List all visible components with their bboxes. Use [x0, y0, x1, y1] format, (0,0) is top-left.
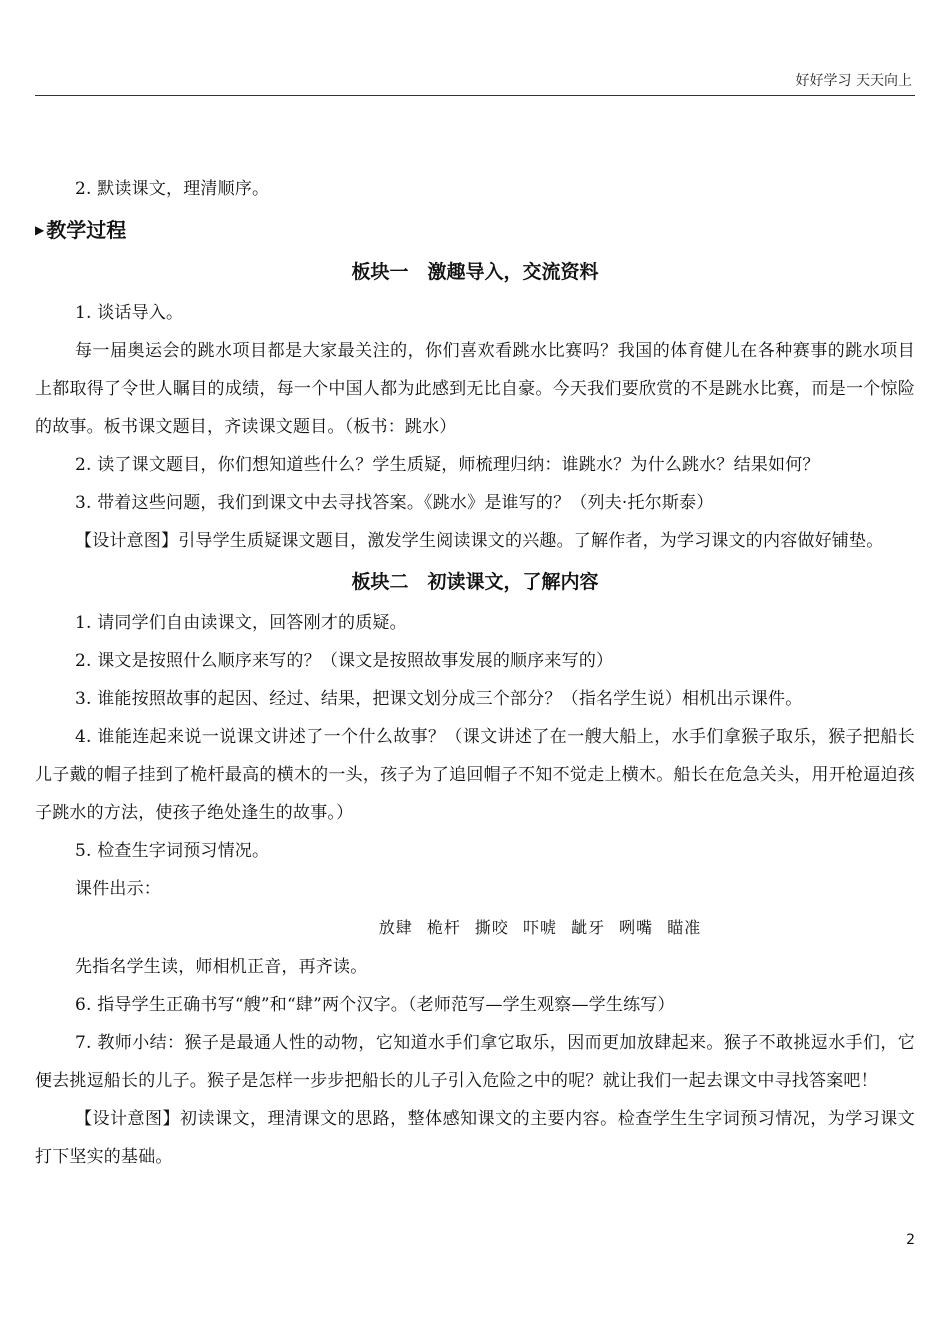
page-number: 2	[906, 1232, 915, 1248]
block1-title: 板块一 激趣导入，交流资料	[351, 261, 599, 283]
document-body	[35, 170, 915, 1176]
paragraph: 先指名学生读，师相机正音，再齐读。	[75, 957, 368, 977]
section-heading	[35, 210, 915, 250]
paragraph: 6. 指导学生正确书写“艘”和“肆”两个汉字。（老师范写—学生观察—学生练写）	[75, 995, 675, 1015]
paragraph: 课件出示：	[75, 879, 161, 899]
design-intent: 【设计意图】初读课文，理清课文的思路，整体感知课文的主要内容。检查学生生字词预习情况，为学习课文打下坚实的基础。	[35, 1109, 915, 1167]
objective-line: 2. 默读课文，理清顺序。	[75, 179, 270, 199]
header-divider	[35, 95, 915, 96]
paragraph: 2. 读了课文题目，你们想知道些什么？学生质疑，师梳理归纳：谁跳水？为什么跳水？结果如何？	[75, 455, 820, 475]
section-title: 教学过程	[46, 218, 127, 242]
vocabulary-list: 放肆 桅杆 撕咬 吓唬 龇牙 咧嘴 瞄准	[378, 918, 702, 937]
design-intent: 【设计意图】引导学生质疑课文题目，激发学生阅读课文的兴趣。了解作者，为学习课文的内容做好铺垫。	[75, 531, 884, 551]
paragraph: 1. 请同学们自由读课文，回答刚才的质疑。	[75, 613, 407, 633]
header-slogan: 好好学习 天天向上	[795, 73, 912, 89]
paragraph: 7. 教师小结：猴子是最通人性的动物，它知道水手们拿它取乐，因而更加放肆起来。猴子不敢挑逗水手们，它便去挑逗船长的儿子。猴子是怎样一步步把船长的儿子引入危险之中的呢？就让我们一起去课文中寻找答案吧！	[35, 1033, 915, 1091]
paragraph: 3. 带着这些问题，我们到课文中去寻找答案。《跳水》是谁写的？（列夫·托尔斯泰）	[75, 493, 714, 513]
block2-title: 板块二 初读课文，了解内容	[351, 571, 599, 593]
paragraph: 1. 谈话导入。	[75, 303, 184, 323]
paragraph: 3. 谁能按照故事的起因、经过、结果，把课文划分成三个部分？（指名学生说）相机出示课件。	[75, 689, 803, 709]
paragraph: 4. 谁能连起来说一说课文讲述了一个什么故事？（课文讲述了在一艘大船上，水手们拿猴子取乐，猴子把船长儿子戴的帽子挂到了桅杆最高的横木的一头，孩子为了追回帽子不知不觉走上横木。船长在危急关头，用开枪逼迫孩子跳水的方法，使孩子绝处逢生的故事。）	[35, 727, 915, 823]
paragraph: 2. 课文是按照什么顺序来写的？（课文是按照故事发展的顺序来写的）	[75, 651, 614, 671]
triangle-bullet-icon: ▶	[35, 223, 45, 237]
paragraph: 5. 检查生字词预习情况。	[75, 841, 270, 861]
paragraph: 每一届奥运会的跳水项目都是大家最关注的，你们喜欢看跳水比赛吗？我国的体育健儿在各种赛事的跳水项目上都取得了令世人瞩目的成绩，每一个中国人都为此感到无比自豪。今天我们要欣赏的不是跳水比赛，而是一个惊险的故事。板书课文题目，齐读课文题目。（板书：跳水）	[35, 341, 915, 437]
